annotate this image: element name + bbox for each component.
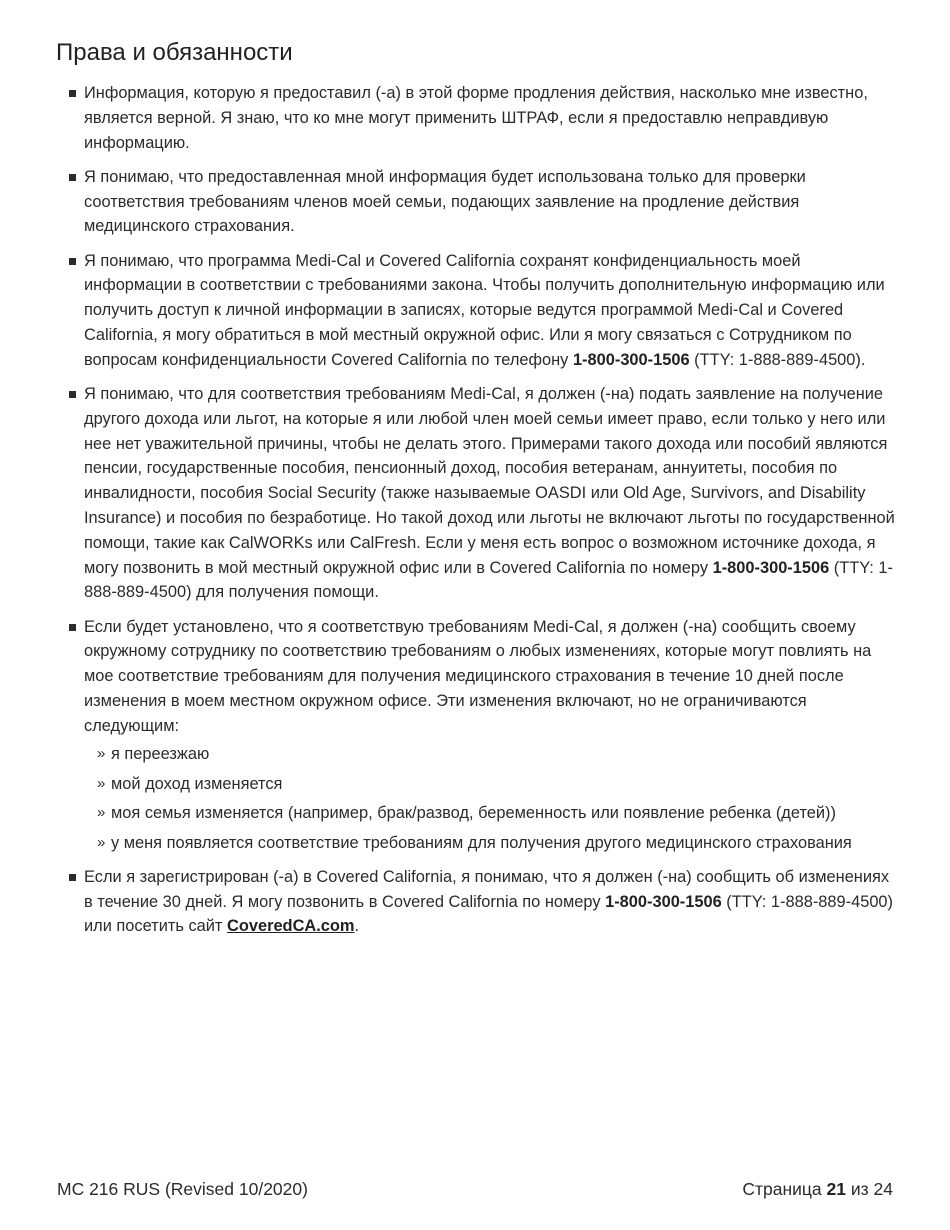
square-bullet-icon bbox=[69, 391, 76, 398]
bullet-text-tail: . bbox=[354, 917, 360, 936]
list-item bbox=[0, 249, 950, 373]
sub-item-text: я переезжаю bbox=[111, 745, 210, 764]
form-id: MC 216 RUS (Revised 10/2020) bbox=[57, 1179, 308, 1199]
list-item bbox=[0, 865, 950, 939]
bullet-text-tail: (TTY: 1-888-889-4500) для получения помощи. bbox=[84, 558, 893, 602]
bullet-text: Если будет установлено, что я соответствую требованиям Medi-Cal, я должен (-на) сообщить своему окружному сотруднику по соответствию требованиям о любых изменениях, которые могут повлиять на мое соответствие требованиям для получения медицинского страхования в течение 10 дней после изменения в моем местном окружном офисе. Эти изменения включают, но не ограничиваются следующим: bbox=[84, 617, 872, 735]
bullet-text: Я понимаю, что программа Medi-Cal и Covered California сохранят конфиденциальность моей информации в соответствии с требованиями закона. Чтобы получить дополнительную информацию или получить доступ к личной информации в записях, которые ведутся программой Medi-Cal и Covered California, я могу обратиться в мой местный окружной офис. Или я могу связаться с Сотрудником по вопросам конфиденциальности Covered California по телефону bbox=[84, 251, 885, 369]
page-number bbox=[742, 1179, 893, 1200]
sub-list-item bbox=[84, 831, 898, 856]
covered-ca-link[interactable]: CoveredCA.com bbox=[226, 917, 355, 936]
list-item bbox=[0, 165, 950, 239]
sub-list-item bbox=[84, 742, 898, 767]
bullet-text: Информация, которую я предоставил (-а) в этой форме продления действия, насколько мне известно, является верной. Я знаю, что ко мне могут применить ШТРАФ, если я предоставлю неправдивую информацию. bbox=[84, 84, 868, 152]
bullet-text: Я понимаю, что для соответствия требованиям Medi-Cal, я должен (-на) подать заявление на получение другого дохода или льгот, на которые я или любой член моей семьи имеет право, если только у него или нее нет уважительной причины, чтобы не делать этого. Примерами такого дохода или пособий являются пенсии, государственные пособия, пенсионный доход, пособия ветеранам, аннуитеты, пособия по инвалидности, пособия Social Security (также называемые OASDI или Old Age, Survivors, and Disability Insurance) и пособия по безработице. Но такой доход или льготы не включают льготы по государственной помощи, такие как CalWORKs или CalFresh. Если у меня есть вопрос о возможном источнике дохода, я могу позвонить в мой местный окружной офис или в Covered California по номеру bbox=[84, 384, 895, 577]
rights-list bbox=[0, 81, 950, 949]
phone-number: 1-800-300-1506 bbox=[605, 892, 722, 911]
sub-item-text: мой доход изменяется bbox=[111, 774, 283, 793]
chevron-right-icon: » bbox=[97, 774, 106, 792]
square-bullet-icon bbox=[69, 174, 76, 181]
phone-number: 1-800-300-1506 bbox=[572, 350, 690, 369]
square-bullet-icon bbox=[69, 258, 76, 265]
sub-item-text: у меня появляется соответствие требованиям для получения другого медицинского страхования bbox=[111, 833, 852, 852]
current-page: 21 bbox=[826, 1179, 846, 1199]
bullet-text: Я понимаю, что предоставленная мной информация будет использована только для проверки соответствия требованиям членов моей семьи, подающих заявление на продление действия медицинского страхования. bbox=[84, 167, 806, 236]
sub-list-item bbox=[84, 801, 898, 826]
page-prefix: Страница bbox=[742, 1179, 827, 1199]
chevron-right-icon: » bbox=[97, 833, 106, 851]
bullet-text-tail: (TTY: 1-888-889-4500). bbox=[689, 350, 866, 369]
list-item bbox=[0, 615, 950, 856]
square-bullet-icon bbox=[69, 624, 76, 631]
changes-sublist bbox=[84, 742, 898, 855]
list-item bbox=[0, 81, 950, 155]
bullet-text: Если я зарегистрирован (-а) в Covered California, я понимаю, что я должен (-на) сообщить об изменениях в течение 30 дней. Я могу позвонить в Covered California по номеру bbox=[84, 867, 890, 911]
sub-list-item bbox=[84, 772, 898, 797]
page-title: Права и обязанности bbox=[56, 39, 293, 66]
bullet-text-mid: (TTY: 1-888-889-4500) или посетить сайт bbox=[84, 892, 894, 936]
square-bullet-icon bbox=[69, 90, 76, 97]
chevron-right-icon: » bbox=[97, 745, 106, 763]
list-item bbox=[0, 382, 950, 605]
total-pages: 24 bbox=[873, 1179, 893, 1199]
sub-item-text: моя семья изменяется (например, брак/развод, беременность или появление ребенка (детей)) bbox=[111, 804, 836, 823]
page-separator: из bbox=[846, 1179, 874, 1199]
chevron-right-icon: » bbox=[97, 804, 106, 822]
square-bullet-icon bbox=[69, 874, 76, 881]
phone-number: 1-800-300-1506 bbox=[712, 558, 830, 577]
